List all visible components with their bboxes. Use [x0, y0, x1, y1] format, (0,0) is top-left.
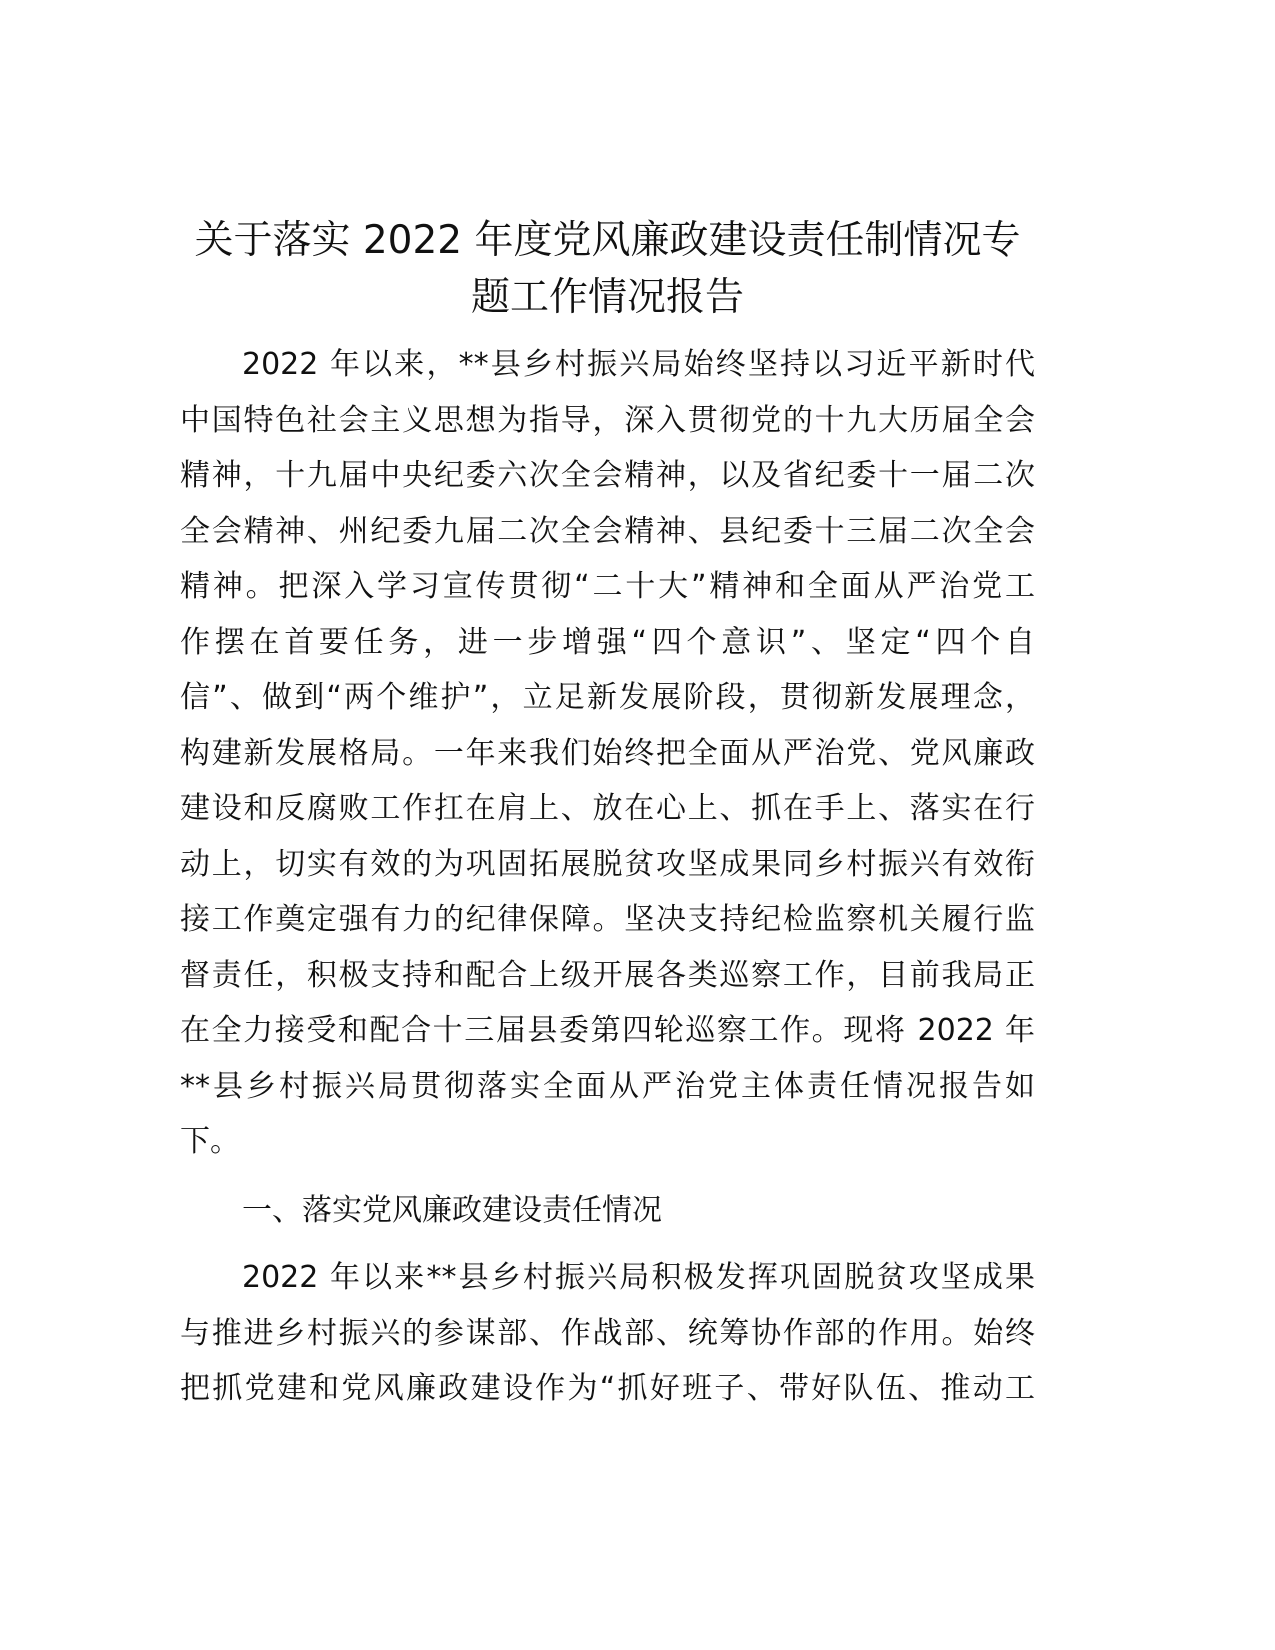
text-line: 构建新发展格局。一年来我们始终把全面从严治党、党风廉政: [180, 735, 1035, 771]
text-line: 作摆在首要任务，进一步增强“四个意识”、坚定“四个自: [180, 624, 1035, 660]
text-line: 精神。把深入学习宣传贯彻“二十大”精神和全面从严治党工: [180, 569, 1035, 604]
text-line: 接工作奠定强有力的纪律保障。坚决支持纪检监察机关履行监: [180, 902, 1035, 937]
text-line: 建设和反腐败工作扛在肩上、放在心上、抓在手上、落实在行: [180, 791, 1035, 826]
paragraph-1: [180, 337, 1035, 1170]
text-line: **县乡村振兴局贯彻落实全面从严治党主体责任情况报告如: [180, 1068, 1035, 1104]
text-line: 2022 年以来**县乡村振兴局积极发挥巩固脱贫攻坚成果: [242, 1260, 1035, 1295]
text-line: 督责任，积极支持和配合上级开展各类巡察工作，目前我局正: [180, 957, 1035, 993]
paragraph-2: [180, 1250, 1035, 1417]
section-heading-1: 一、落实党风廉政建设责任情况: [242, 1192, 662, 1228]
text-line: 中国特色社会主义思想为指导，深入贯彻党的十九大历届全会: [180, 402, 1035, 438]
document-body: [180, 337, 1035, 1417]
text-line: 动上，切实有效的为巩固拓展脱贫攻坚成果同乡村振兴有效衔: [180, 846, 1035, 882]
text-line: 精神，十九届中央纪委六次全会精神，以及省纪委十一届二次: [180, 458, 1035, 493]
title-line-1: 关于落实 2022 年度党风廉政建设责任制情况专: [194, 218, 1021, 263]
title-line-2: 题工作情况报告: [470, 275, 744, 320]
text-line: 把抓党建和党风廉政建设作为“抓好班子、带好队伍、推动工: [180, 1371, 1035, 1406]
text-line: 信”、做到“两个维护”，立足新发展阶段，贯彻新发展理念，: [180, 680, 1035, 715]
text-line: 2022 年以来，**县乡村振兴局始终坚持以习近平新时代: [242, 347, 1035, 382]
text-line: 全会精神、州纪委九届二次全会精神、县纪委十三届二次全会: [180, 513, 1035, 549]
text-line: 在全力接受和配合十三届县委第四轮巡察工作。现将 2022 年: [180, 1013, 1035, 1048]
text-line: 与推进乡村振兴的参谋部、作战部、统筹协作部的作用。始终: [180, 1315, 1035, 1351]
text-line: 下。: [180, 1124, 240, 1159]
document-title: [170, 212, 1045, 326]
